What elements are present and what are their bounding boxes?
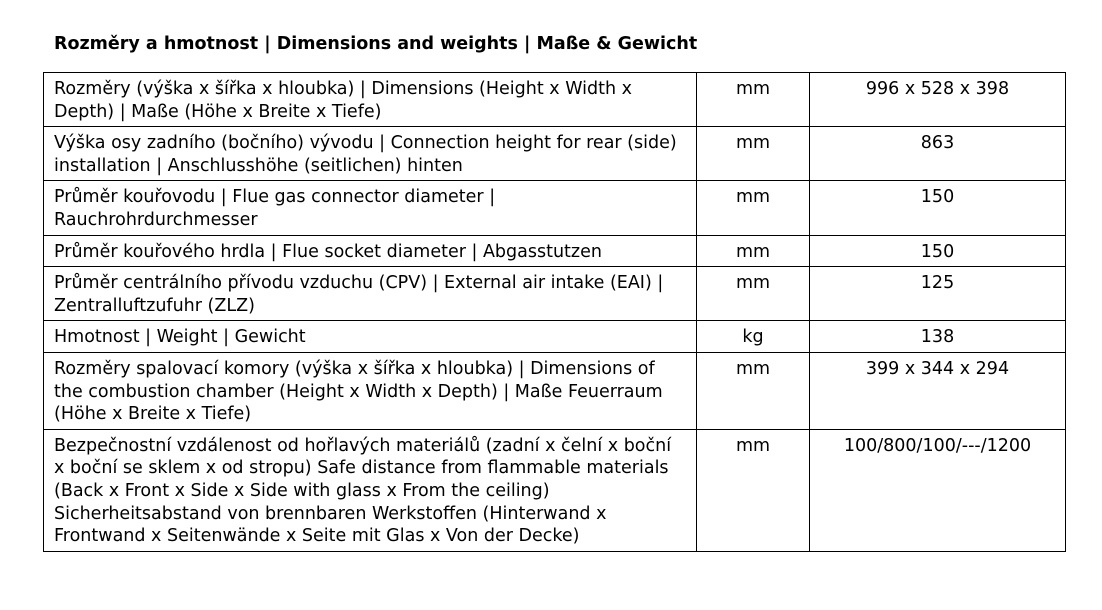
table-row bbox=[44, 181, 1066, 235]
row-unit: mm bbox=[697, 429, 810, 551]
row-value: 150 bbox=[810, 181, 1066, 235]
table-row bbox=[44, 127, 1066, 181]
table-row bbox=[44, 267, 1066, 321]
row-description: Rozměry (výška x šířka x hloubka) | Dimensions (Height x Width x Depth) | Maße (Höhe x Breite x Tiefe) bbox=[44, 73, 697, 127]
row-value: 863 bbox=[810, 127, 1066, 181]
table-row bbox=[44, 321, 1066, 353]
row-unit: mm bbox=[697, 181, 810, 235]
row-unit: mm bbox=[697, 127, 810, 181]
row-value: 100/800/100/---/1200 bbox=[810, 429, 1066, 551]
row-value: 399 x 344 x 294 bbox=[810, 352, 1066, 429]
row-description: Průměr kouřového hrdla | Flue socket diameter | Abgasstutzen bbox=[44, 235, 697, 267]
row-unit: mm bbox=[697, 73, 810, 127]
row-description: Bezpečnostní vzdálenost od hořlavých materiálů (zadní x čelní x boční x boční se sklem x od stropu) Safe distance from flammable materials (Back x Front x Side x Side with glass x From the ceiling) Sicherheitsabstand von brennbaren Werkstoffen (Hinterwand x Frontwand x Seitenwände x Seite mit Glas x Von der Decke) bbox=[44, 429, 697, 551]
row-description: Hmotnost | Weight | Gewicht bbox=[44, 321, 697, 353]
row-unit: kg bbox=[697, 321, 810, 353]
row-value: 996 x 528 x 398 bbox=[810, 73, 1066, 127]
table-row bbox=[44, 429, 1066, 551]
row-unit: mm bbox=[697, 235, 810, 267]
table-row bbox=[44, 235, 1066, 267]
row-value: 125 bbox=[810, 267, 1066, 321]
row-unit: mm bbox=[697, 352, 810, 429]
row-value: 138 bbox=[810, 321, 1066, 353]
row-description: Průměr kouřovodu | Flue gas connector diameter | Rauchrohrdurchmesser bbox=[44, 181, 697, 235]
row-unit: mm bbox=[697, 267, 810, 321]
specifications-table bbox=[43, 72, 1066, 552]
table-row bbox=[44, 73, 1066, 127]
row-description: Průměr centrálního přívodu vzduchu (CPV) | External air intake (EAI) | Zentralluftzufuhr (ZLZ) bbox=[44, 267, 697, 321]
row-description: Rozměry spalovací komory (výška x šířka x hloubka) | Dimensions of the combustion chamber (Height x Width x Depth) | Maße Feuerraum (Höhe x Breite x Tiefe) bbox=[44, 352, 697, 429]
table-row bbox=[44, 352, 1066, 429]
section-heading: Rozměry a hmotnost | Dimensions and weights | Maße & Gewicht bbox=[54, 34, 698, 54]
row-value: 150 bbox=[810, 235, 1066, 267]
row-description: Výška osy zadního (bočního) vývodu | Connection height for rear (side) installation | Anschlusshöhe (seitlichen) hinten bbox=[44, 127, 697, 181]
